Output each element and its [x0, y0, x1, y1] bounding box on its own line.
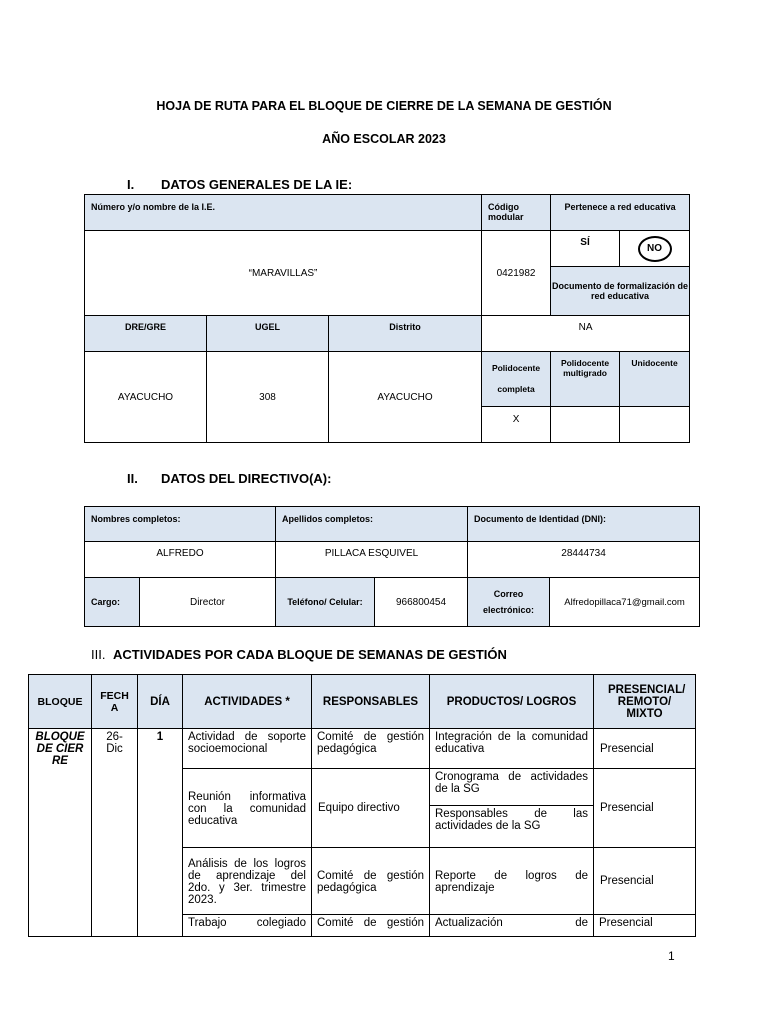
header-date: FECHA	[92, 675, 138, 729]
header-dni: Documento de Identidad (DNI):	[468, 507, 700, 542]
product-3: Reporte de logros de aprendizaje	[430, 848, 594, 915]
document-title: HOJA DE RUTA PARA EL BLOQUE DE CIERRE DE LA SEMANA DE GESTIÓN	[156, 99, 612, 113]
header-multigrade-polidocente: Polidocente multigrado	[551, 352, 620, 407]
header-position: Cargo:	[85, 578, 140, 627]
header-phone: Teléfono/ Celular:	[276, 578, 375, 627]
day-value: 1	[138, 729, 183, 937]
responsible-1: Comité de gestión pedagógica	[312, 729, 430, 769]
header-day: DÍA	[138, 675, 183, 729]
full-polidocente-mark: X	[482, 407, 551, 443]
header-products: PRODUCTOS/ LOGROS	[430, 675, 594, 729]
activities-table	[28, 674, 696, 937]
dre-value: AYACUCHO	[85, 352, 207, 443]
modality-3: Presencial	[594, 848, 696, 915]
director-table	[84, 506, 700, 627]
header-full-polidocente	[482, 352, 551, 407]
product-1: Integración de la comunidad educativa	[430, 729, 594, 769]
date-value: 26-Dic	[92, 729, 138, 937]
school-year: AÑO ESCOLAR 2023	[322, 132, 446, 146]
header-modality: PRESENCIAL/ REMOTO/ MIXTO	[594, 675, 696, 729]
full-polidocente-label-1: Polidocente	[491, 363, 541, 373]
header-full-names: Nombres completos:	[85, 507, 276, 542]
responsible-3: Comité de gestión pedagógica	[312, 848, 430, 915]
activity-3: Análisis de los logros de aprendizaje del 2do. y 3er. trimestre 2023.	[183, 848, 312, 915]
header-dre: DRE/GRE	[85, 316, 207, 352]
names-value: ALFREDO	[85, 542, 276, 578]
activity-1: Actividad de soporte socioemocional	[183, 729, 312, 769]
modality-4: Presencial	[594, 915, 696, 937]
section3-number: III.	[91, 647, 106, 662]
product-4: Actualización de	[430, 915, 594, 937]
product-2b: Responsables de las actividades de la SG	[430, 806, 594, 848]
header-district: Distrito	[329, 316, 482, 352]
activity-2: Reunión informativa con la comunidad educativa	[183, 769, 312, 848]
modality-1: Presencial	[594, 729, 696, 769]
header-network: Pertenece a red educativa	[551, 195, 690, 231]
header-ugel: UGEL	[207, 316, 329, 352]
page-number: 1	[668, 949, 675, 963]
full-polidocente-label-2: completa	[497, 384, 535, 394]
surnames-value: PILLACA ESQUIVEL	[276, 542, 468, 578]
header-formal-document: Documento de formalización de red educativa	[551, 267, 690, 316]
responsible-4: Comité de gestión	[312, 915, 430, 937]
ugel-value: 308	[207, 352, 329, 443]
section1-title: DATOS GENERALES DE LA IE:	[161, 177, 353, 192]
header-email: Correo electrónico:	[468, 578, 550, 627]
header-surnames: Apellidos completos:	[276, 507, 468, 542]
formal-document-value: NA	[482, 316, 690, 352]
ie-data-table	[84, 194, 690, 443]
dni-value: 28444734	[468, 542, 700, 578]
header-modular-code: Código modular	[482, 195, 551, 231]
unidocente-mark	[620, 407, 690, 443]
header-activities: ACTIVIDADES *	[183, 675, 312, 729]
responsible-2: Equipo directivo	[312, 769, 430, 848]
header-unidocente: Unidocente	[620, 352, 690, 407]
modular-code-value: 0421982	[482, 231, 551, 316]
header-responsible: RESPONSABLES	[312, 675, 430, 729]
position-value: Director	[140, 578, 276, 627]
network-no-cell	[620, 231, 690, 267]
product-2a: Cronograma de actividades de la SG	[430, 769, 594, 806]
district-value: AYACUCHO	[329, 352, 482, 443]
modality-2: Presencial	[594, 769, 696, 848]
section1-number: I.	[127, 177, 135, 192]
ie-name-value: “MARAVILLAS”	[85, 231, 482, 316]
section3-title: ACTIVIDADES POR CADA BLOQUE DE SEMANAS DE GESTIÓN	[113, 647, 507, 662]
network-no-circled: NO	[638, 236, 672, 262]
network-yes: SÍ	[551, 231, 620, 267]
header-block: BLOQUE	[29, 675, 92, 729]
phone-value: 966800454	[375, 578, 468, 627]
section2-number: II.	[127, 471, 138, 486]
email-value: Alfredopillaca71@gmail.com	[550, 578, 700, 627]
header-ie-name: Número y/o nombre de la I.E.	[85, 195, 482, 231]
activity-4: Trabajo colegiado	[183, 915, 312, 937]
multigrade-mark	[551, 407, 620, 443]
block-name: BLOQUE DE CIERRE	[29, 729, 92, 937]
section2-title: DATOS DEL DIRECTIVO(A):	[161, 471, 332, 486]
